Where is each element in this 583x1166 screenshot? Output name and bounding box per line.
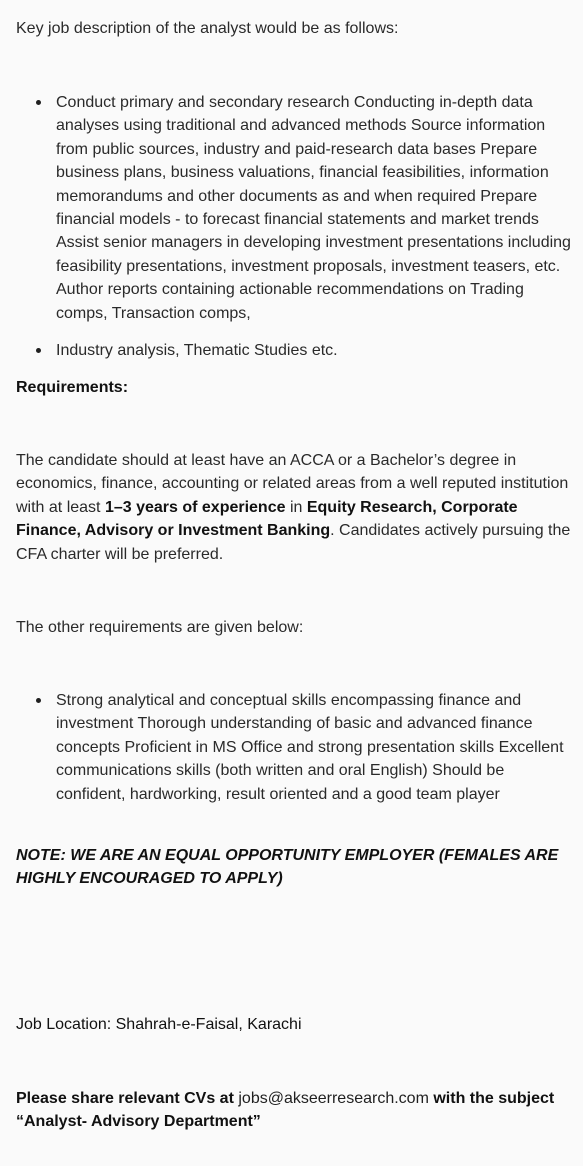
email-link[interactable]: jobs@akseerresearch.com: [238, 1090, 429, 1107]
apply-prefix: Please share relevant CVs at: [16, 1090, 239, 1107]
intro-text: Key job description of the analyst would be as follows:: [16, 20, 399, 37]
candidate-text-2: in: [285, 498, 307, 516]
candidate-text-3: . Candidates actively pursuing the CFA charter will be preferred.: [16, 522, 571, 563]
equal-opportunity-note: NOTE: WE ARE AN EQUAL OPPORTUNITY EMPLOYER (FEMALES ARE HIGHLY ENCOURAGED TO APPLY): [16, 847, 559, 888]
apply-suffix: with the subject “Analyst- Advisory Department”: [16, 1090, 555, 1131]
candidate-text-1: The candidate should at least have an ACCA or a Bachelor’s degree in economics, finance, accounting or related areas from a well reputed institution with at least: [16, 452, 569, 516]
requirements-heading: Requirements:: [16, 379, 129, 396]
other-requirements-intro: The other requirements are given below:: [16, 619, 304, 636]
candidate-paragraph: [16, 449, 571, 566]
job-location: Job Location: Shahrah-e-Faisal, Karachi: [16, 1016, 302, 1033]
experience-highlight: 1–3 years of experience: [104, 498, 286, 516]
fields-highlight: Equity Research, Corporate Finance, Advisory or Investment Banking: [16, 498, 518, 540]
skills-list: [16, 689, 571, 806]
list-item: Strong analytical and conceptual skills encompassing finance and investment Thorough understanding of basic and advanced finance concepts Proficient in MS Office and strong presentation skills Excellent communications skills (both written and oral English) Should be confident, hardworking, result oriented and a good team player: [56, 689, 571, 806]
apply-paragraph: [16, 1087, 571, 1134]
list-item: Conduct primary and secondary research Conducting in-depth data analyses using traditional and advanced methods Source information from public sources, industry and paid-research data bases Prepare business plans, business valuations, financial feasibilities, information memorandums and other documents as and when required Prepare financial models - to forecast financial statements and market trends Assist senior managers in developing investment presentations including feasibility presentations, investment proposals, investment teasers, etc. Author reports containing actionable recommendations on Trading comps, Transaction comps,: [56, 91, 571, 325]
duties-list: [16, 91, 571, 362]
list-item: Industry analysis, Thematic Studies etc.: [56, 339, 571, 362]
